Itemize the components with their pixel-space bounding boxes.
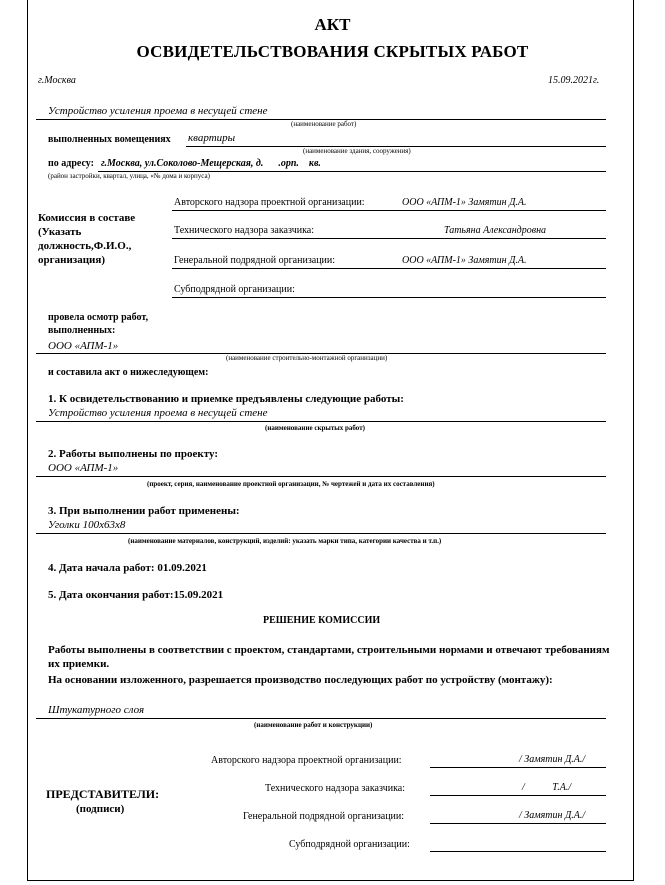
member-role-1: Авторского надзора проектной организации: <box>174 197 365 208</box>
inspection-label: провела осмотр работ, выполненных: <box>48 312 149 336</box>
section-1-caption: (наименование скрытых работ) <box>265 424 365 432</box>
act-title: АКТ <box>314 15 351 34</box>
rep-sig-2: / Т.А./ <box>522 782 572 793</box>
section-1-value: Устройство усиления проема в несущей стене <box>48 407 268 419</box>
inspection-org: ООО «АПМ-1» <box>48 340 119 352</box>
decision-value-line <box>36 718 606 719</box>
member-line-2 <box>172 238 606 239</box>
address-value: г.Москва, ул.Соколово-Мещерская, д. .орп. кв. <box>101 158 321 169</box>
section-3-line <box>36 533 606 534</box>
decision-title: РЕШЕНИЕ КОМИССИИ <box>263 615 381 626</box>
section-3-value: Уголки 100х63х8 <box>48 519 126 531</box>
section-2-value: ООО «АПМ-1» <box>48 462 119 474</box>
rep-line-1 <box>430 767 606 768</box>
section-3-caption: (наименование материалов, конструкций, изделий: указать марки типа, категории качества и т.п.) <box>128 537 442 545</box>
section-2-title: 2. Работы выполнены по проекту: <box>48 448 219 460</box>
rep-line-3 <box>430 823 606 824</box>
member-line-4 <box>172 297 606 298</box>
performed-label: выполненных вомещениях <box>48 134 171 145</box>
decision-caption: (наименование работ и конструкции) <box>254 721 373 729</box>
end-date: 5. Дата окончания работ:15.09.2021 <box>48 589 224 601</box>
rep-sig-1: / Замятин Д.А./ <box>519 754 586 765</box>
member-role-4: Субподрядной организации: <box>174 284 295 295</box>
section-1-title: 1. К освидетельствованию и приемке предъявлены следующие работы: <box>48 393 404 405</box>
member-value-3: ООО «АПМ-1» Замятин Д.А. <box>402 255 527 266</box>
signatures-label: (подписи) <box>76 803 125 815</box>
member-line-3 <box>172 268 606 269</box>
document-frame <box>27 0 634 881</box>
decision-value: Штукатурного слоя <box>48 704 145 716</box>
address-label: по адресу: <box>48 158 94 169</box>
act-subtitle: ОСВИДЕТЕЛЬСТВОВАНИЯ СКРЫТЫХ РАБОТ <box>136 42 529 61</box>
decision-text-2: На основании изложенного, разрешается производство последующих работ по устройству (монтажу): <box>48 674 553 686</box>
building-caption: (наименование здания, сооружения) <box>303 147 411 155</box>
commission-label: Комиссия в составе (Указать должность,Ф.И.О., организация) <box>38 212 136 266</box>
section-2-line <box>36 476 606 477</box>
act-date: 15.09.2021г. <box>548 75 600 86</box>
decision-text-1: Работы выполнены в соответствии с проектом, стандартами, строительными нормами и отвечают требованиям их приемки. <box>48 644 610 670</box>
rep-role-3: Генеральной подрядной организации: <box>243 811 405 822</box>
representatives-label: ПРЕДСТАВИТЕЛИ: <box>46 787 160 801</box>
city: г.Москва <box>38 75 76 86</box>
work-name: Устройство усиления проема в несущей стене <box>48 105 268 117</box>
act-compiled-label: и составила акт о нижеследующем: <box>48 367 209 378</box>
member-value-1: ООО «АПМ-1» Замятин Д.А. <box>402 197 527 208</box>
rep-role-1: Авторского надзора проектной организации: <box>211 755 402 766</box>
inspection-org-caption: (наименование строительно-монтажной организации) <box>226 354 388 362</box>
performed-value: квартиры <box>188 132 236 144</box>
rep-line-4 <box>430 851 606 852</box>
member-role-2: Технического надзора заказчика: <box>174 225 315 236</box>
rep-role-2: Технического надзора заказчика: <box>265 783 406 794</box>
member-value-2: Татьяна Александровна <box>444 225 547 236</box>
member-role-3: Генеральной подрядной организации: <box>174 255 336 266</box>
rep-sig-3: / Замятин Д.А./ <box>519 810 586 821</box>
rep-role-4: Субподрядной организации: <box>289 839 410 850</box>
member-line-1 <box>172 210 606 211</box>
rep-line-2 <box>430 795 606 796</box>
work-name-caption: (наименование работ) <box>291 120 357 128</box>
section-2-caption: (проект, серия, наименование проектной организации, № чертежей и дата их составления) <box>147 480 435 488</box>
start-date: 4. Дата начала работ: 01.09.2021 <box>48 562 207 574</box>
section-3-title: 3. При выполнении работ применены: <box>48 505 240 517</box>
section-1-line <box>36 421 606 422</box>
address-caption: (район застройки, квартал, улица, «№ дома и корпуса) <box>48 172 210 180</box>
